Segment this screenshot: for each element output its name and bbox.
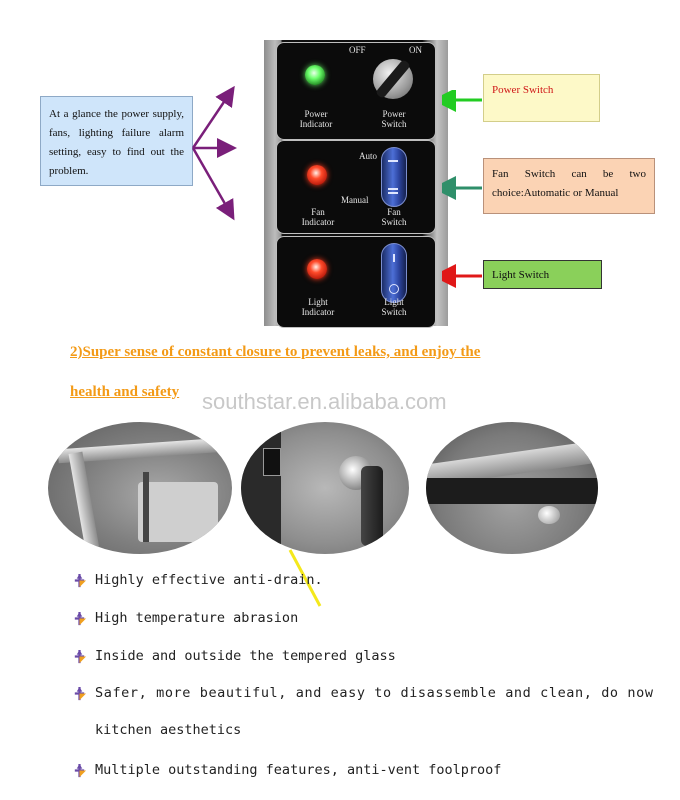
fan-indicator-label: Fan Indicator — [301, 207, 335, 227]
power-knob-icon — [373, 59, 413, 99]
light-indicator-label: Light Indicator — [301, 297, 335, 317]
manual-label: Manual — [341, 195, 369, 205]
callout-glance-description: At a glance the power supply, fans, lighting failure alarm setting, easy to find out the problem. — [40, 96, 193, 186]
on-label: ON — [409, 45, 422, 55]
feature-text-continuation — [95, 721, 241, 739]
feature-item — [72, 682, 654, 704]
control-panel-photo — [264, 40, 448, 326]
feature-item — [72, 607, 298, 629]
power-indicator-led — [305, 65, 325, 85]
power-section — [276, 42, 436, 140]
door-seal-photo — [48, 422, 232, 554]
feature-text: Safer, more beautiful, and easy to disassemble and clean, do now — [95, 685, 654, 701]
callout-fan-switch: Fan Switch can be two choice:Automatic or Manual — [483, 158, 655, 214]
pin-bullet-icon — [72, 611, 87, 626]
pin-bullet-icon — [72, 649, 87, 664]
watermark: southstar.en.alibaba.com — [202, 389, 447, 414]
fan-section — [276, 140, 436, 234]
light-rocker-switch — [381, 243, 407, 303]
auto-label: Auto — [359, 151, 377, 161]
feature-text: Highly effective anti-drain. — [95, 572, 323, 588]
pin-bullet-icon — [72, 573, 87, 588]
feature-text: kitchen aesthetics — [95, 722, 242, 738]
arrow-down-right — [193, 148, 232, 216]
feature-item — [72, 645, 396, 667]
fan-indicator-led — [307, 165, 327, 185]
callout-light-switch: Light Switch — [483, 260, 602, 289]
feature-text: High temperature abrasion — [95, 610, 299, 626]
door-handle-photo — [241, 422, 409, 554]
feature-item — [72, 569, 323, 591]
light-indicator-led — [307, 259, 327, 279]
right-arrows — [442, 90, 484, 290]
tempered-glass-photo — [426, 422, 598, 554]
feature-text: Inside and outside the tempered glass — [95, 648, 396, 664]
pin-bullet-icon — [72, 763, 87, 778]
feature-text: Multiple outstanding features, anti-vent foolproof — [95, 762, 502, 778]
power-switch-label: Power Switch — [381, 109, 407, 129]
fan-switch-label: Fan Switch — [381, 207, 407, 227]
arrow-up-right — [193, 90, 232, 148]
section-heading-line2: health and safety — [70, 384, 180, 400]
light-switch-label: Light Switch — [381, 297, 407, 317]
pin-bullet-icon — [72, 686, 87, 701]
power-indicator-label: Power Indicator — [299, 109, 333, 129]
fan-rocker-switch — [381, 147, 407, 207]
light-section — [276, 236, 436, 328]
purple-arrows — [190, 84, 240, 224]
off-label: OFF — [349, 45, 366, 55]
feature-item — [72, 759, 501, 781]
section-heading-line1: 2)Super sense of constant closure to prevent leaks, and enjoy the — [70, 344, 481, 360]
callout-power-switch: Power Switch — [483, 74, 600, 122]
